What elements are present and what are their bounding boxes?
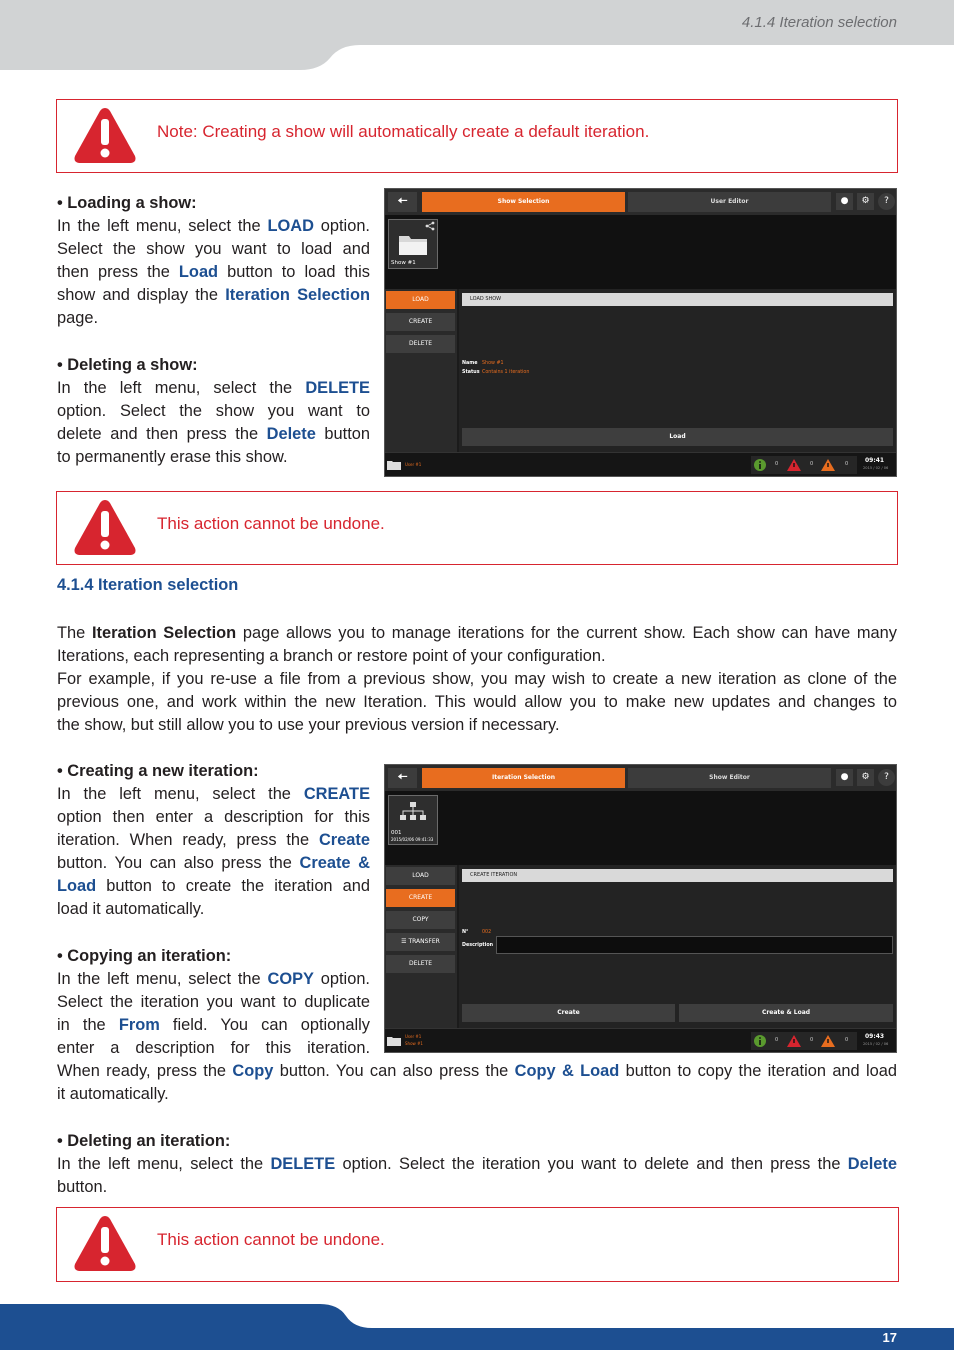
menu-delete-button[interactable]: DELETE (386, 335, 455, 353)
status-counters (751, 1032, 857, 1050)
iteration-tile[interactable] (388, 795, 438, 845)
tab-iteration-selection[interactable]: Iteration Selection (422, 768, 625, 788)
help-icon[interactable]: ? (878, 769, 895, 786)
left-menu (385, 865, 457, 1028)
create-iteration-panel (459, 865, 896, 1028)
load-show-panel (459, 289, 896, 452)
hierarchy-icon (399, 801, 427, 821)
loading-show-block (57, 192, 370, 330)
copying-iteration-line: in the From field. You can optionally (57, 1016, 370, 1034)
iteration-selection-screenshot (384, 764, 897, 1053)
menu-load-button[interactable]: LOAD (386, 291, 455, 309)
creating-iteration-block (57, 760, 370, 921)
iteration-number-row: N° 002 (462, 930, 492, 935)
clock-time: 09:43 (865, 1033, 885, 1040)
info-count: 0 (775, 461, 779, 467)
loading-show-line: page. (57, 309, 99, 327)
loading-show-line: Select the show you want to load and (57, 240, 370, 258)
intro-line: previous one, and work within the new Iteration. This would allow you to make new updates and changes to (57, 693, 897, 711)
menu-load-button[interactable]: LOAD (386, 867, 455, 885)
clock-date: 2015 / 02 / 06 (863, 1042, 889, 1046)
current-show: Show #1 (405, 1041, 423, 1046)
help-icon[interactable]: ? (878, 193, 895, 210)
header-band (0, 0, 954, 70)
intro-line: the show, but still allow you to use your previous version if necessary. (57, 716, 560, 734)
creating-iteration-line: In the left menu, select the CREATE (57, 785, 370, 803)
deleting-iteration-line: In the left menu, select the DELETE option. Select the iteration you want to delete and then press the Delete (57, 1155, 897, 1173)
copying-iteration-line: In the left menu, select the COPY option. (57, 970, 370, 988)
iteration-number: 001 (391, 830, 402, 836)
show-selection-screenshot (384, 188, 897, 477)
loading-show-line: then press the Load button to load this (57, 263, 371, 281)
copying-iteration-line: Select the iteration you want to duplicate (57, 993, 370, 1011)
warning-box-undo (56, 1207, 899, 1282)
copying-iteration-line: When ready, press the Copy button. You can also press the Copy & Load button to copy the iteration and load (57, 1062, 897, 1080)
current-user: User #1 (405, 1034, 422, 1039)
description-input[interactable] (496, 936, 893, 954)
app-toolbar (385, 765, 896, 791)
list-icon: ☰ (401, 938, 409, 945)
warning-triangle-icon (72, 105, 138, 165)
creating-iteration-line: Load button to create the iteration and (57, 877, 370, 895)
error-count: 0 (845, 1037, 849, 1043)
show-tile[interactable] (388, 219, 438, 269)
creating-iteration-line: load it automatically. (57, 900, 205, 918)
error-icon (821, 1035, 835, 1047)
error-icon (821, 459, 835, 471)
intro-line: The Iteration Selection page allows you to manage iterations for the current show. Each show can have many (57, 624, 897, 642)
warning-triangle-icon (72, 1213, 138, 1273)
creating-iteration-line: option then enter a description for this (57, 808, 370, 826)
creating-iteration-line: iteration. When ready, press the Create (57, 831, 370, 849)
folder-icon (387, 1036, 401, 1046)
copying-iteration-block (57, 945, 370, 1060)
chat-icon[interactable]: ● (836, 769, 853, 786)
deleting-iteration-line: button. (57, 1178, 108, 1196)
back-arrow-icon[interactable]: 🠤 (388, 768, 417, 788)
section-heading: 4.1.4 Iteration selection (57, 576, 239, 594)
panel-title: LOAD SHOW (462, 293, 893, 306)
clock-time: 09:41 (865, 457, 885, 464)
creating-iteration-line: button. You can also press the Create & (57, 854, 371, 872)
loading-show-line: In the left menu, select the LOAD option. (57, 217, 370, 235)
app-toolbar (385, 189, 896, 215)
warning-box-note (56, 99, 898, 173)
description-label: Description (462, 943, 494, 948)
create-button[interactable]: Create (462, 1004, 675, 1022)
tab-show-editor[interactable]: Show Editor (628, 768, 831, 788)
menu-transfer-button[interactable]: ☰ TRANSFER (386, 933, 455, 951)
warning-count: 0 (810, 1037, 814, 1043)
warning-box-undo (56, 491, 898, 565)
deleting-iteration-heading: • Deleting an iteration: (57, 1132, 231, 1150)
load-button[interactable]: Load (462, 428, 893, 446)
info-count: 0 (775, 1037, 779, 1043)
footer-band (0, 1304, 954, 1350)
copying-iteration-continued (57, 1060, 897, 1106)
info-icon (754, 459, 766, 471)
creating-iteration-heading: • Creating a new iteration: (57, 762, 259, 780)
show-tiles-area (385, 215, 896, 289)
warning-text: This action cannot be undone. (157, 1230, 385, 1249)
menu-delete-button[interactable]: DELETE (386, 955, 455, 973)
iteration-date: 2015/02/06 09:41:33 (391, 837, 434, 842)
status-counters (751, 456, 857, 474)
loading-show-heading: • Loading a show: (57, 194, 197, 212)
info-icon (754, 1035, 766, 1047)
folder-icon (387, 460, 401, 470)
deleting-show-line: In the left menu, select the DELETE (57, 379, 370, 397)
share-icon (425, 221, 435, 231)
warning-text: Note: Creating a show will automatically create a default iteration. (157, 122, 650, 141)
running-header-title: 4.1.4 Iteration selection (741, 14, 897, 31)
deleting-show-line: delete and then press the Delete button (57, 425, 371, 443)
gear-icon[interactable]: ⚙ (857, 193, 874, 210)
create-and-load-button[interactable]: Create & Load (679, 1004, 893, 1022)
deleting-show-line: option. Select the show you want to (57, 402, 370, 420)
show-name-row: Name Show #1 (462, 361, 504, 366)
warning-text: This action cannot be undone. (157, 514, 385, 533)
deleting-show-line: to permanently erase this show. (57, 448, 288, 466)
gear-icon[interactable]: ⚙ (857, 769, 874, 786)
error-count: 0 (845, 461, 849, 467)
show-status-row: Status Contains 1 iteration (462, 370, 530, 375)
intro-line: Iterations, each representing a branch or restore point of your configuration. (57, 647, 606, 665)
back-arrow-icon[interactable]: 🠤 (388, 192, 417, 212)
section-intro (57, 622, 897, 737)
menu-create-button[interactable]: CREATE (386, 313, 455, 331)
status-bar (385, 452, 896, 476)
panel-title: CREATE ITERATION (462, 869, 893, 882)
copying-iteration-heading: • Copying an iteration: (57, 947, 232, 965)
clock-date: 2015 / 02 / 06 (863, 466, 889, 470)
loading-show-line: show and display the Iteration Selection (57, 286, 370, 304)
deleting-iteration-block (57, 1130, 897, 1199)
chat-icon[interactable]: ● (836, 193, 853, 210)
deleting-show-block (57, 354, 370, 469)
page-number: 17 (882, 1330, 897, 1345)
warning-icon (787, 1035, 801, 1047)
iteration-tiles-area (385, 791, 896, 865)
warning-count: 0 (810, 461, 814, 467)
copying-iteration-line: enter a description for this iteration. (57, 1039, 370, 1057)
menu-create-button[interactable]: CREATE (386, 889, 455, 907)
intro-line: For example, if you re-use a file from a previous show, you may wish to create a new iteration as clone of the (57, 670, 897, 688)
tab-user-editor[interactable]: User Editor (628, 192, 831, 212)
left-menu (385, 289, 457, 452)
menu-copy-button[interactable]: COPY (386, 911, 455, 929)
deleting-show-heading: • Deleting a show: (57, 356, 198, 374)
show-tile-label: Show #1 (391, 260, 416, 266)
status-bar (385, 1028, 896, 1052)
warning-triangle-icon (72, 497, 138, 557)
folder-icon (398, 232, 428, 256)
warning-icon (787, 459, 801, 471)
tab-show-selection[interactable]: Show Selection (422, 192, 625, 212)
copying-iteration-line: it automatically. (57, 1085, 169, 1103)
current-user: User #1 (405, 462, 422, 467)
